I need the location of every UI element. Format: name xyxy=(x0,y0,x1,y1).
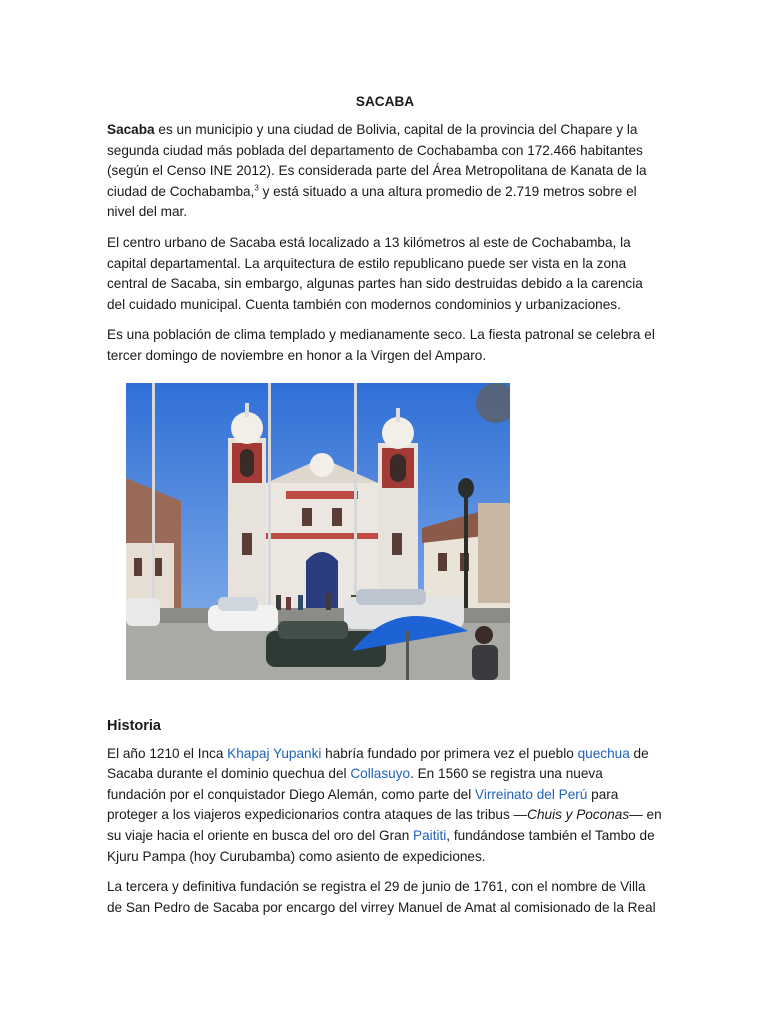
link-quechua[interactable]: quechua xyxy=(577,745,630,761)
section-heading-historia: Historia xyxy=(107,717,161,734)
historia-text: habría fundado por primera vez el pueblo xyxy=(321,745,578,761)
link-collasuyo[interactable]: Collasuyo xyxy=(350,766,411,782)
historia-text: El año 1210 el Inca xyxy=(107,745,228,761)
historia-paragraph-1 xyxy=(107,744,663,868)
intro-text-1: es un municipio y una ciudad de Bolivia, capital de la provincia del Chapare y la segunda ciudad más poblada del departamento de Cochabamba con 172.466 habitantes (según el Censo INE 2012). Es considerada parte del Área Metropolitana de Kanata de la ciudad de Cochabamba, xyxy=(107,122,647,199)
historia-text: de Sacaba durante el dominio quechua del xyxy=(107,745,649,782)
document-body xyxy=(107,92,663,928)
intro-text-2: y está situado a una altura promedio de 2.719 metros sobre el nivel del mar. xyxy=(107,183,637,220)
church-photo xyxy=(126,383,510,680)
paragraph-climate: Es una población de clima templado y medianamente seco. La fiesta patronal se celebra el tercer domingo de noviembre en honor a la Virgen del Amparo. xyxy=(107,327,655,363)
link-paititi[interactable]: Paititi xyxy=(413,827,447,843)
intro-paragraph xyxy=(107,120,663,223)
intro-bold-term: Sacaba xyxy=(107,122,155,137)
historia-text: — en su viaje hacia el oriente en busca del oro del Gran xyxy=(107,807,662,843)
historia-text: para proteger a los viajeros expedicionarios contra ataques de las tribus — xyxy=(107,786,619,823)
page-title: SACABA xyxy=(355,94,415,109)
historia-emphasis-tribes: Chuis y Poconas xyxy=(527,807,630,823)
link-khapaj-yupanki[interactable]: Khapaj Yupanki xyxy=(227,745,322,761)
historia-text: , fundándose también el Tambo de Kjuru Pampa (hoy Curubamba) como asiento de expediciones. xyxy=(107,827,655,864)
paragraph-urban-center: El centro urbano de Sacaba está localizado a 13 kilómetros al este de Cochabamba, la capital departamental. La arquitectura de estilo republicano puede ser vista en la zona central de Sacaba, sin embargo, algunas partes han sido destruidas debido a la carencia del cuidado municipal. Cuenta también con modernos condominios y urbanizaciones. xyxy=(107,234,643,312)
link-virreinato-del-peru[interactable]: Virreinato del Perú xyxy=(475,786,588,802)
historia-text: . En 1560 se registra una nueva fundación por el conquistador Diego Alemán, como parte del xyxy=(107,766,603,802)
historia-paragraph-2: La tercera y definitiva fundación se registra el 29 de junio de 1761, con el nombre de Villa de San Pedro de Sacaba por encargo del virrey Manuel de Amat al comisionado de la Real xyxy=(107,879,656,915)
footnote-ref[interactable]: 3 xyxy=(254,183,259,193)
